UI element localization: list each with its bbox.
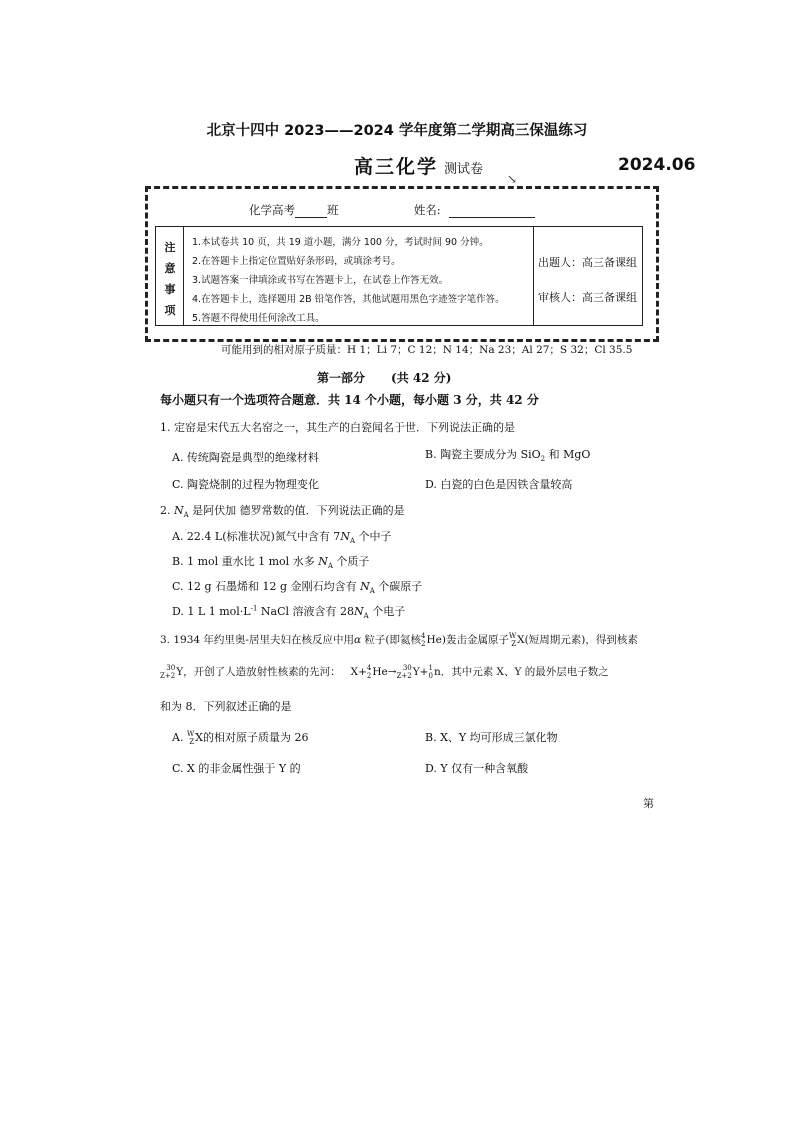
notes-list [184, 227, 534, 325]
q2-na-sub: A [363, 612, 369, 621]
y-mass: 30 [166, 664, 176, 672]
eq-he: He [372, 666, 388, 678]
q1-option-b [425, 446, 590, 463]
y-z: Z+2 [396, 672, 412, 680]
x-mass: W [186, 730, 195, 738]
q2-option-c [172, 578, 422, 595]
q2-na-sub: A [183, 511, 189, 520]
y-mass: 30 [402, 664, 412, 672]
part-title [317, 369, 451, 386]
notes-side-label [156, 227, 184, 325]
q2-na: N [318, 555, 328, 568]
q1-option-a: A. 传统陶瓷是典型的绝缘材料 [172, 451, 319, 464]
setter-label: 出题人：高三备课组 [538, 256, 637, 269]
q2-na: N [354, 605, 364, 618]
class-suffix: 班 [327, 203, 339, 217]
q2-d-text-mid: NaCl 溶液含有 28 [257, 605, 355, 618]
q2-option-d [172, 603, 405, 620]
q2-na-sub: A [369, 587, 375, 596]
x-nuclide [509, 632, 516, 648]
q2-b-text: B. 1 mol 重水比 1 mol 水多 [172, 555, 319, 568]
q1-option-d: D. 白瓷的白色是因铁含量较高 [425, 478, 573, 491]
q2-option-b [172, 553, 369, 570]
name-label: 姓名: [413, 203, 441, 217]
n-mass: 1 [428, 664, 433, 672]
atomic-masses: 可能用到的相对原子质量：H 1；Li 7；C 12；N 14；Na 23；Al 27；S 32；Cl 35.5 [221, 344, 633, 356]
q3-text: (短周期元素)，得到核素 [524, 634, 638, 646]
q1-b-text: B. 陶瓷主要成分为 SiO [425, 448, 541, 461]
q3-a-text-end: X的相对原子质量为 26 [195, 731, 309, 744]
he-z: 2 [366, 672, 372, 680]
q1-stem: 1. 定窑是宋代五大名窑之一，其生产的白瓷闻名于世．下列说法正确的是 [160, 421, 515, 434]
n-nuclide [428, 664, 432, 680]
notes-char: 事 [164, 283, 176, 296]
q3-a-text: A. [172, 731, 187, 744]
q2-a-text: A. 22.4 L(标准状况)氮气中含有 7 [172, 530, 341, 543]
q3-alpha: α [353, 634, 362, 646]
he-symbol: He [426, 634, 442, 646]
q3-option-b: B. X、Y 均可形成三氯化物 [425, 731, 558, 744]
y-symbol: Y [176, 666, 184, 678]
eq-x: X+ [350, 666, 367, 678]
q2-option-a [172, 528, 392, 545]
notes-item: 1.本试卷共 10 页，共 19 道小题，满分 100 分，考试时间 90 分钟。 [192, 237, 489, 248]
q1-b-sub: 2 [540, 455, 546, 464]
notes-char: 项 [164, 304, 176, 317]
q2-stem [160, 502, 405, 519]
q3-option-d: D. Y 仅有一种含氧酸 [425, 762, 529, 775]
x-z: Z [189, 738, 195, 746]
q3-text: ．其中元素 X、Y 的最外层电子数之 [440, 666, 609, 678]
notes-item: 5.答题不得使用任何涂改工具。 [192, 313, 325, 324]
notes-char: 注 [164, 241, 176, 254]
q1-option-c: C. 陶瓷烧制的过程为物理变化 [172, 478, 320, 491]
subject-name: 高三化学 [354, 156, 439, 178]
notes-item: 4.在答题卡上，选择题用 2B 铅笔作答，其他试题用黑色字迹签字笔作答。 [192, 294, 505, 305]
exam-date: 2024.06 [618, 155, 696, 175]
page-number-label: 第 [643, 797, 654, 810]
name-blank[interactable] [449, 205, 535, 218]
notes-table [155, 226, 643, 326]
eq-y-nuclide [397, 664, 412, 680]
x-symbol: X [517, 634, 525, 646]
q2-b-text-end: 个质子 [332, 555, 370, 568]
he-mass: 4 [366, 664, 372, 672]
q3-line-2 [160, 664, 609, 680]
q2-d-text-end: 个电子 [368, 605, 406, 618]
x-mass: W [508, 632, 517, 640]
notes-item: 3.试题答案一律填涂或书写在答题卡上，在试卷上作答无效。 [192, 275, 449, 286]
he-z: 2 [421, 640, 426, 648]
q2-d-text: D. 1 L 1 mol·L [172, 605, 251, 618]
part-name: 第一部分 [317, 371, 366, 385]
q2-c-text-end: 个碳原子 [374, 580, 423, 593]
part-instruction: 每小题只有一个选项符合题意．共 14 个小题，每小题 3 分，共 42 分 [160, 393, 539, 407]
eq-n: n [433, 666, 441, 678]
eq-y: Y+ [412, 666, 429, 678]
y-z: Z+2 [160, 672, 176, 680]
q2-d-sup: -1 [250, 604, 258, 613]
class-blank[interactable] [295, 205, 327, 218]
eq-he-nuclide [367, 664, 371, 680]
n-z: 0 [428, 672, 433, 680]
y-nuclide [160, 664, 175, 680]
q3-option-c: C. X 的非金属性强于 Y 的 [172, 762, 301, 775]
q2-na: N [340, 530, 350, 543]
q3-line-3: 和为 8．下列叙述正确的是 [160, 700, 292, 713]
subject-title [354, 152, 483, 179]
x-nuclide [187, 730, 194, 746]
x-z: Z [511, 640, 517, 648]
student-info-row [249, 202, 535, 218]
q2-na-sub: A [327, 562, 333, 571]
school-title: 北京十四中 2023——2024 学年度第二学期高三保温练习 [206, 123, 588, 139]
q3-text: 3. 1934 年约里奥-居里夫妇在核反应中用 [160, 634, 354, 646]
q3-line-1 [160, 632, 638, 648]
he-nuclide [421, 632, 425, 648]
q2-num: 2. [160, 504, 174, 517]
q2-stem-text: 是阿伏加 德罗常数的值．下列说法正确的是 [188, 504, 405, 517]
q3-text: ，开创了人造放射性核素的先河： [183, 666, 341, 678]
q1-b-text-end: 和 MgO [545, 448, 591, 461]
q2-na: N [360, 580, 370, 593]
q3-text: 粒子(即氦核 [361, 634, 421, 646]
q3-option-a [172, 729, 308, 746]
class-label: 化学高考 [249, 203, 295, 217]
eq-arrow: → [387, 666, 397, 678]
notes-item: 2.在答题卡上指定位置贴好条形码，或填涂考号。 [192, 256, 401, 267]
he-mass: 4 [421, 632, 426, 640]
q2-na: N [174, 504, 184, 517]
q2-c-text: C. 12 g 石墨烯和 12 g 金刚石均含有 [172, 580, 361, 593]
pen-mark: ↘ [507, 172, 518, 186]
subject-suffix: 测试卷 [444, 162, 484, 177]
reviewer-label: 审核人：高三备课组 [538, 291, 637, 304]
part-score: (共 42 分) [391, 371, 452, 385]
q3-text: )轰击金属原子 [441, 634, 509, 646]
q2-na-sub: A [349, 537, 355, 546]
q2-a-text-end: 个中子 [355, 530, 392, 543]
notes-char: 意 [164, 262, 176, 275]
